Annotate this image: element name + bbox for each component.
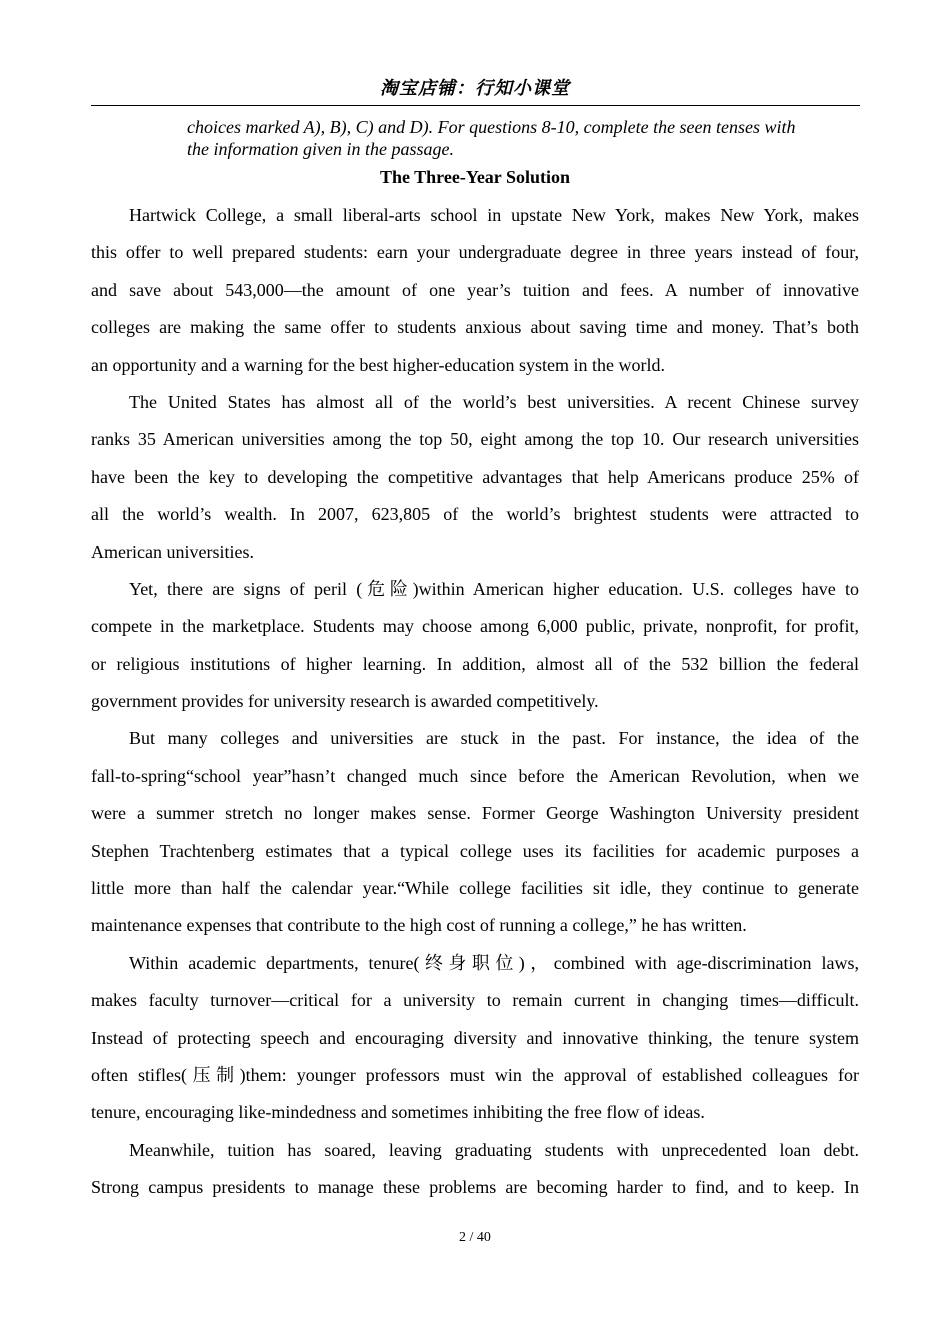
paragraph-line: Yet, there are signs of peril (危险)within American higher education. U.S. colleges have to bbox=[129, 578, 859, 599]
instruction-line: choices marked A), B), C) and D). For questions 8-10, complete the seen tenses with bbox=[187, 117, 796, 137]
paragraph-line: makes faculty turnover—critical for a university to remain current in changing times—difficult. bbox=[91, 990, 859, 1011]
article-body bbox=[91, 197, 859, 1207]
paragraph-line: Hartwick College, a small liberal-arts school in upstate New York, makes New York, makes bbox=[129, 205, 859, 225]
paragraph-line: colleges are making the same offer to students anxious about saving time and money. That’s both bbox=[91, 317, 859, 338]
page-number: 2 / 40 bbox=[459, 1230, 491, 1245]
instruction-line: the information given in the passage. bbox=[187, 139, 454, 159]
paragraph-line: But many colleges and universities are stuck in the past. For instance, the idea of the bbox=[129, 728, 859, 749]
paragraph-line: Strong campus presidents to manage these problems are becoming harder to find, and to keep. In bbox=[91, 1177, 859, 1198]
instructions bbox=[187, 116, 847, 160]
paragraph-line: have been the key to developing the competitive advantages that help Americans produce 25% of bbox=[91, 466, 859, 487]
paragraph-line: and save about 543,000—the amount of one year’s tuition and fees. A number of innovative bbox=[91, 279, 859, 300]
paragraph-line: tenure, encouraging like-mindedness and sometimes inhibiting the free flow of ideas. bbox=[91, 1102, 705, 1123]
paragraph-line: American universities. bbox=[91, 541, 254, 562]
paragraph bbox=[91, 197, 859, 384]
paragraph-line: Within academic departments, tenure(终身职位)，combined with age-discrimination laws, bbox=[129, 952, 859, 973]
paragraph bbox=[91, 1132, 859, 1207]
paragraph-line: government provides for university research is awarded competitively. bbox=[91, 691, 599, 712]
header-rule bbox=[91, 105, 860, 106]
paragraph bbox=[91, 384, 859, 571]
article-title: The Three-Year Solution bbox=[379, 167, 571, 187]
paragraph-line: Meanwhile, tuition has soared, leaving graduating students with unprecedented loan debt. bbox=[129, 1139, 859, 1160]
paragraph-line: all the world’s wealth. In 2007, 623,805 of the world’s brightest students were attracted to bbox=[91, 504, 859, 525]
paragraph-line: often stifles(压制)them: younger professors must win the approval of established colleagues for bbox=[91, 1064, 859, 1085]
paragraph bbox=[91, 945, 859, 1132]
paragraph-line: this offer to well prepared students: earn your undergraduate degree in three years instead of four, bbox=[91, 242, 859, 263]
paragraph bbox=[91, 571, 859, 721]
paragraph-line: an opportunity and a warning for the best higher-education system in the world. bbox=[91, 354, 665, 375]
paragraph-line: Stephen Trachtenberg estimates that a typical college uses its facilities for academic purposes a bbox=[91, 840, 859, 861]
paragraph-line: were a summer stretch no longer makes sense. Former George Washington University president bbox=[91, 803, 859, 824]
paragraph-line: ranks 35 American universities among the top 50, eight among the top 10. Our research universities bbox=[91, 429, 859, 450]
paragraph-line: maintenance expenses that contribute to the high cost of running a college,” he has written. bbox=[91, 915, 747, 936]
paragraph-line: little more than half the calendar year.“While college facilities sit idle, they continue to generate bbox=[91, 878, 859, 899]
paragraph-line: compete in the marketplace. Students may choose among 6,000 public, private, nonprofit, for profit, bbox=[91, 616, 859, 637]
paragraph-line: or religious institutions of higher learning. In addition, almost all of the 532 billion the federal bbox=[91, 653, 859, 674]
paragraph-line: Instead of protecting speech and encouraging diversity and innovative thinking, the tenure system bbox=[91, 1027, 859, 1048]
paragraph bbox=[91, 720, 859, 944]
page-header-title: 淘宝店铺：行知小课堂 bbox=[380, 78, 570, 99]
paragraph-line: fall-to-spring“school year”hasn’t changed much since before the American Revolution, when we bbox=[91, 765, 859, 786]
paragraph-line: The United States has almost all of the world’s best universities. A recent Chinese survey bbox=[129, 391, 859, 412]
